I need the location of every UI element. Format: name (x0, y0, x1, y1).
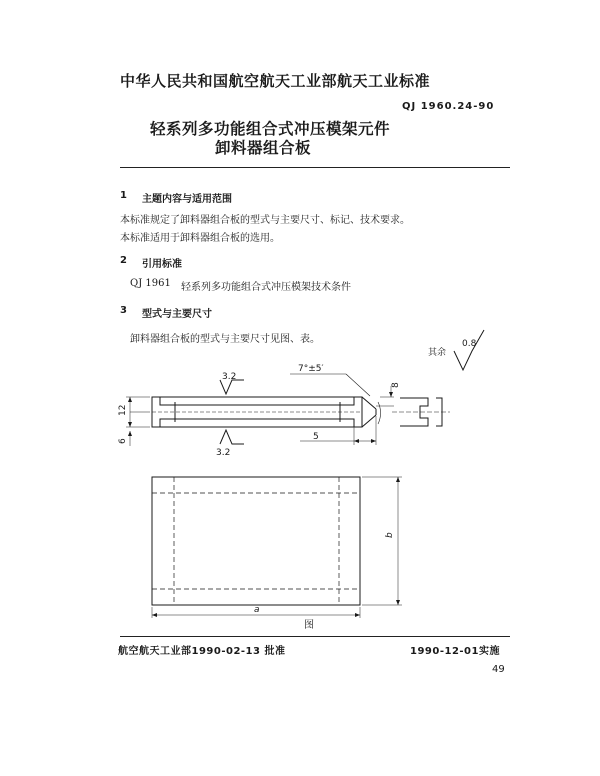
effective-date: 1990-12-01实施 (410, 646, 500, 657)
section-3-number: 3 (120, 305, 127, 316)
plate-plan-view (152, 477, 360, 605)
section-1-paragraph-2: 本标准适用于卸料器组合板的选用。 (120, 233, 280, 244)
reference-title: 轻系列多功能组合式冲压模架技术条件 (181, 282, 351, 293)
issuing-organization: 中华人民共和国航空航天工业部航天工业标准 (120, 72, 431, 90)
section-3-heading: 型式与主要尺寸 (142, 309, 212, 320)
page-number: 49 (492, 664, 505, 675)
surface-note-label: 其余 (428, 348, 447, 358)
roughness-top-label: 3.2 (222, 372, 237, 382)
angle-dimension-label: 7°±5′ (298, 364, 324, 374)
plate-end-view (392, 398, 450, 426)
dimension-a-label: a (254, 605, 260, 615)
plate-side-view (130, 397, 376, 427)
section-2-heading: 引用标准 (142, 259, 182, 270)
document-title-line1: 轻系列多功能组合式冲压模架元件 (150, 120, 391, 138)
document-title-line2: 卸料器组合板 (215, 139, 312, 157)
section-1-heading: 主题内容与适用范围 (142, 194, 232, 205)
roughness-bottom-label: 3.2 (216, 448, 231, 458)
dimension-12-label: 12 (118, 404, 128, 416)
standard-code: QJ 1960.24-90 (402, 101, 495, 112)
dimension-6-label: 6 (118, 438, 128, 444)
section-1-number: 1 (120, 190, 127, 201)
roughness-symbol-top (220, 380, 244, 394)
angle-dimension (290, 374, 381, 424)
reference-code: QJ 1961 (130, 278, 171, 289)
section-1-paragraph-1: 本标准规定了卸料器组合板的型式与主要尺寸、标记、技术要求。 (120, 215, 410, 226)
figure-caption: 图 (304, 620, 314, 631)
surface-note-value: 0.8 (462, 339, 477, 349)
dimension-5 (300, 416, 376, 445)
section-2-number: 2 (120, 255, 127, 266)
approval-info: 航空航天工业部1990-02-13 批准 (118, 646, 286, 657)
dimension-5-label: 5 (313, 432, 319, 442)
section-3-paragraph-1: 卸料器组合板的型式与主要尺寸见图、表。 (130, 334, 320, 345)
dimension-8-label: 8 (391, 382, 401, 388)
dimension-b-label: b (385, 532, 395, 538)
dimension-b (362, 477, 402, 605)
footer-divider (120, 636, 510, 637)
roughness-symbol-bottom (220, 430, 244, 444)
surface-roughness-note (454, 330, 484, 370)
